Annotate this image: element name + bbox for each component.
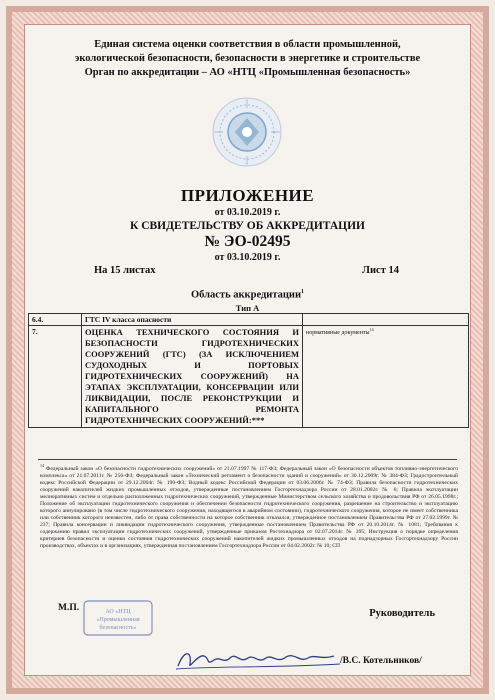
docs-text: нормативные документы bbox=[306, 330, 370, 336]
certificate-date: от 03.10.2019 г. bbox=[214, 252, 281, 263]
table-row bbox=[29, 314, 469, 326]
signature-image bbox=[174, 646, 344, 672]
stamp-text-3: безопасность» bbox=[99, 625, 137, 631]
docs-sup: 14 bbox=[369, 327, 374, 332]
seal-place-label: М.П. bbox=[58, 603, 80, 613]
row-docs bbox=[303, 326, 469, 428]
row-number: 7. bbox=[29, 326, 82, 428]
header-line-3: Орган по аккредитации – АО «НТЦ «Промышленная безопасность» bbox=[84, 67, 411, 78]
accreditation-table bbox=[28, 313, 469, 428]
stamp-seal bbox=[82, 599, 154, 637]
manager-label: Руководитель bbox=[369, 608, 435, 619]
stamp-text-2: «Промышленная bbox=[96, 617, 140, 623]
sheets-total: На 15 листах bbox=[94, 265, 156, 276]
header-line-2: экологической безопасности, безопасности в энергетике и строительстве bbox=[74, 53, 421, 64]
sheet-number: Лист 14 bbox=[362, 265, 399, 276]
row-text: ГТС IV класса опасности bbox=[82, 314, 303, 326]
footnote-sup: 14 bbox=[40, 463, 44, 468]
footnote-separator bbox=[38, 459, 457, 460]
appendix-heading: ПРИЛОЖЕНИЕ bbox=[180, 186, 315, 205]
accreditation-title-sup: 1 bbox=[301, 289, 305, 295]
table-row bbox=[29, 326, 469, 428]
accreditation-title bbox=[0, 289, 495, 301]
footnote-text: Федеральный закон «О безопасности гидротехнических сооружений» от 21.07.1997 № 117-ФЗ; Федеральный закон «О безопасности объектов топливно-энергетического комплекса» от 21.07.2011г. № 256-ФЗ; Федеральный закон «Технический регламент о безопасности зданий и сооружений» от 30.12.2009г. № 384-ФЗ; Градостроительный кодекс Российской Федерации от 29.12.2004г. № 190-ФЗ; Водный кодекс Российской Федерации от 03.06.2006г. № 74-ФЗ; Правила безопасности гидротехнических сооружений накопителей жидких промышленных отходов, утвержденные постановлением Госгортехнадзора России от 28.01.2002г. № 6; Правила эксплуатации мелиоративных систем и отдельно расположенных гидротехнических сооружений, утвержденные Министерством сельского хозяйства и продовольствия РФ от 26.05.1998г.; Положение об эксплуатации гидротехнического сооружения и обеспечении безопасности гидротехнического сооружения, разрешение на строительство и эксплуатацию которого аннулировано (в том числе гидротехнического сооружения, находящегося в аварийном состоянии), гидротехнического сооружения, которое не имеет собственника или собственник которого неизвестен, либо от права собственности на которое собственник отказался, утвержденное постановлением Правительства РФ от 27.02.1999г. № 237; Правила консервации и ликвидации гидротехнического сооружения, утвержденные постановлением Правительства РФ от 20.10.2014г. № 1081; Требования к содержанию правил эксплуатации гидротехнических сооружений, утвержденные приказом Ростехнадзора от 02.07.2014г. № 395; Инструкция о порядке определения критериев безопасности и оценки состояния гидротехнических сооружений накопителей жидких промышленных отходов на поднадзорных Госгортехнадзору России производствах, объектах и в организациях, утвержденная постановлением Госгортехнадзора России от 04.02.2002г. № 10; СП bbox=[40, 465, 458, 549]
row-number: 6.4. bbox=[29, 314, 82, 326]
accreditation-type: Тип А bbox=[235, 303, 260, 313]
header-block bbox=[30, 38, 465, 80]
accreditation-title-text: Область аккредитации bbox=[190, 289, 302, 301]
emblem-logo bbox=[211, 96, 283, 168]
footnote bbox=[40, 462, 458, 550]
row-text: ОЦЕНКА ТЕХНИЧЕСКОГО СОСТОЯНИЯ И БЕЗОПАСНОСТИ ГИДРОТЕХНИЧЕСКИХ СООРУЖЕНИЙ (ГТС) (ЗА ИСКЛЮЧЕНИЕМ СУДОХОДНЫХ И ПОРТОВЫХ ГИДРОТЕХНИЧЕСКИХ СООРУЖЕНИЙ) НА ЭТАПАХ ЭКСПЛУАТАЦИИ, КОНСЕРВАЦИИ ИЛИ ЛИКВИДАЦИИ, ПОСЛЕ РЕКОНСТРУКЦИИ И КАПИТАЛЬНОГО РЕМОНТА ГИДРОТЕХНИЧЕСКИХ СООРУЖЕНИЙ:*** bbox=[82, 326, 303, 428]
certificate-subtitle: К СВИДЕТЕЛЬСТВУ ОБ АККРЕДИТАЦИИ bbox=[129, 220, 365, 232]
signatory-name: /В.С. Котельников/ bbox=[340, 656, 422, 666]
appendix-date: от 03.10.2019 г. bbox=[214, 207, 281, 218]
header-line-1: Единая система оценки соответствия в области промышленной, bbox=[94, 39, 401, 50]
row-docs bbox=[303, 314, 469, 326]
stamp-text-1: АО «НТЦ bbox=[105, 609, 131, 615]
certificate-number: № ЭО-02495 bbox=[204, 233, 291, 250]
